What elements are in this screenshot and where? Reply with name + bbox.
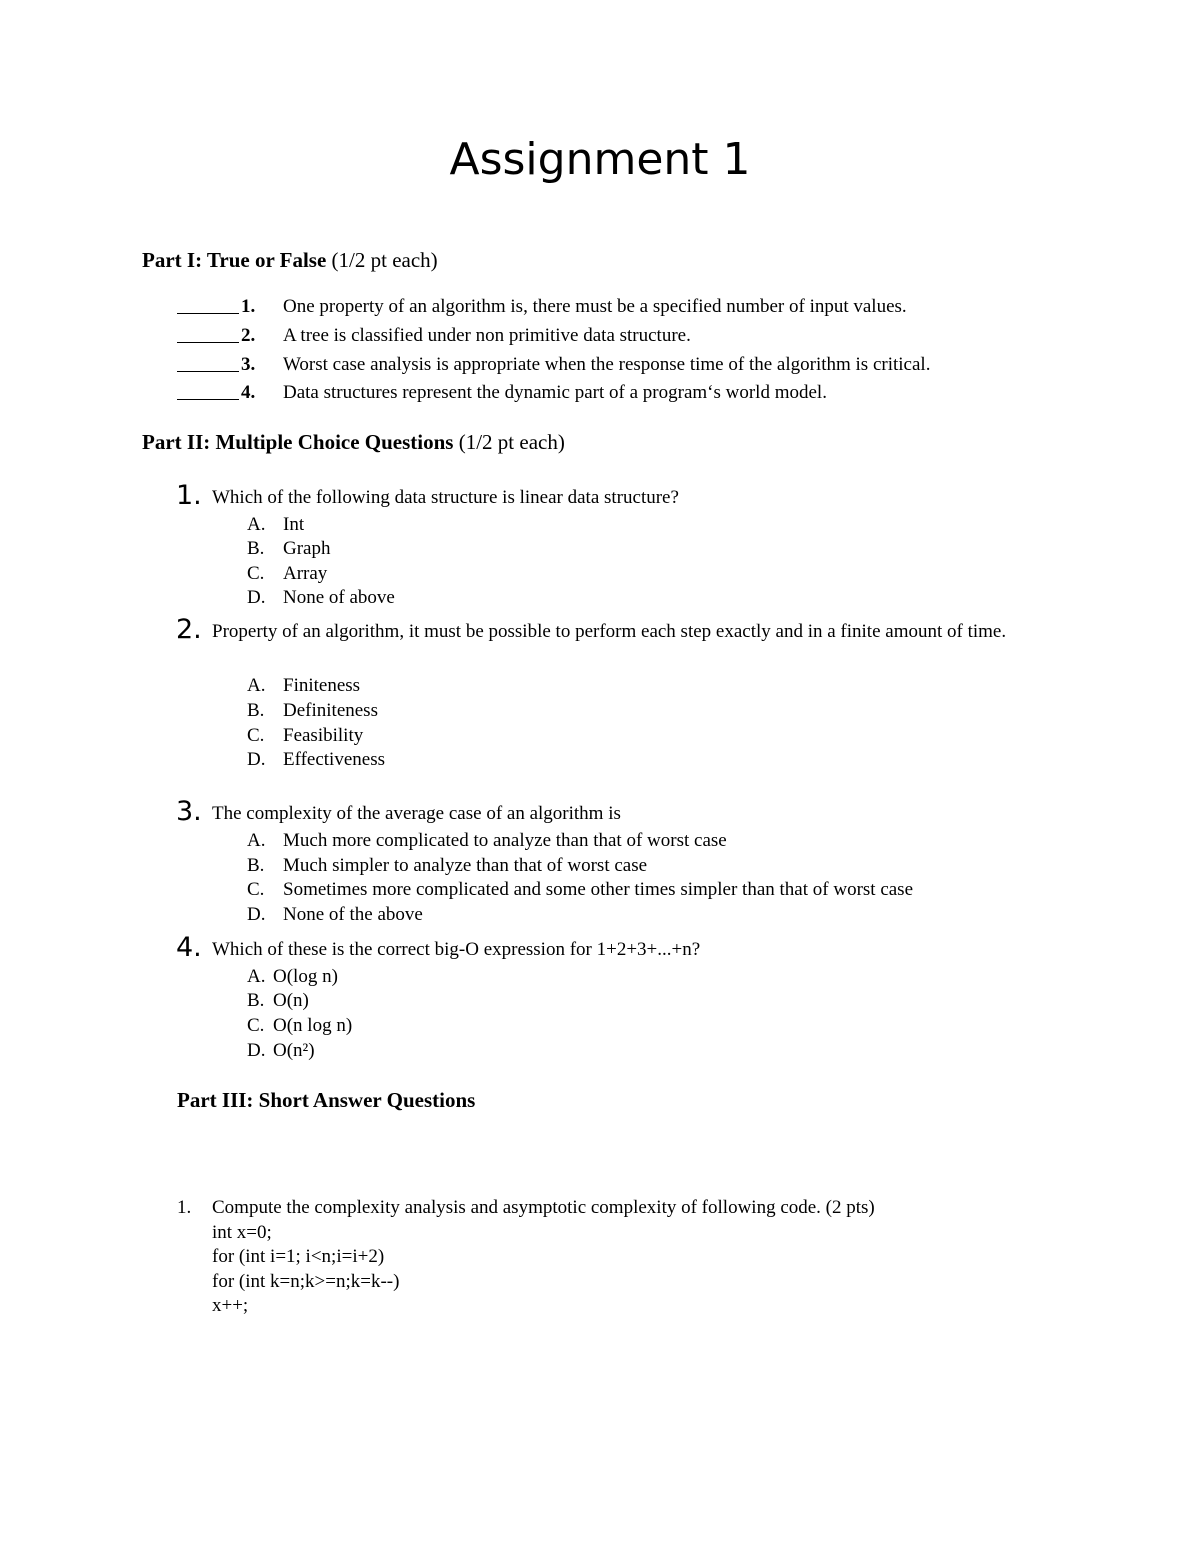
option-letter: A. bbox=[247, 966, 266, 987]
tf-item bbox=[177, 379, 827, 407]
option-letter: A. bbox=[247, 830, 266, 851]
option-letter: B. bbox=[247, 855, 265, 876]
option-letter: D. bbox=[247, 749, 266, 770]
option-text: None of the above bbox=[283, 904, 423, 925]
option-text: O(log n) bbox=[273, 966, 338, 987]
option-text: Array bbox=[283, 563, 328, 584]
option-letter: A. bbox=[247, 514, 266, 535]
part2-label: Part II: Multiple Choice Questions bbox=[142, 430, 454, 454]
option-text: O(n) bbox=[273, 990, 309, 1011]
tf-item-number: 2. bbox=[241, 325, 256, 346]
answer-option[interactable] bbox=[247, 698, 378, 723]
question-text: Compute the complexity analysis and asymptotic complexity of following code. (2 pts) bbox=[212, 1197, 875, 1218]
tf-item-text: One property of an algorithm is, there must be a specified number of input values. bbox=[283, 296, 907, 317]
tf-item-text: Worst case analysis is appropriate when the response time of the algorithm is critical. bbox=[283, 354, 931, 375]
option-letter: C. bbox=[247, 563, 265, 584]
option-letter: D. bbox=[247, 587, 266, 608]
part1-points: (1/2 pt each) bbox=[331, 248, 438, 272]
question-text: Which of the following data structure is linear data structure? bbox=[212, 487, 679, 508]
question-text: Property of an algorithm, it must be possible to perform each step exactly and in a finite amount of time. bbox=[212, 621, 1007, 642]
answer-option[interactable] bbox=[247, 1038, 315, 1063]
short-answer-question bbox=[177, 1195, 875, 1220]
tf-item bbox=[177, 293, 907, 321]
part1-heading bbox=[142, 246, 438, 274]
answer-option[interactable] bbox=[247, 747, 385, 772]
option-text: Much more complicated to analyze than that of worst case bbox=[283, 830, 727, 851]
answer-blank[interactable] bbox=[177, 379, 239, 400]
code-line: for (int k=n;k>=n;k=k--) bbox=[212, 1271, 400, 1292]
answer-option[interactable] bbox=[247, 536, 330, 561]
option-text: O(n log n) bbox=[273, 1015, 353, 1036]
tf-item-text: Data structures represent the dynamic part of a program‘s world model. bbox=[283, 382, 827, 403]
answer-option[interactable] bbox=[247, 561, 327, 586]
answer-option[interactable] bbox=[247, 1013, 352, 1038]
tf-item bbox=[177, 351, 931, 379]
answer-option[interactable] bbox=[247, 723, 363, 748]
answer-blank[interactable] bbox=[177, 351, 239, 372]
option-letter: C. bbox=[247, 879, 265, 900]
answer-option[interactable] bbox=[247, 585, 395, 610]
answer-blank[interactable] bbox=[177, 293, 239, 314]
option-text: O(n²) bbox=[273, 1040, 315, 1061]
tf-item-text: A tree is classified under non primitive data structure. bbox=[283, 325, 691, 346]
option-letter: C. bbox=[247, 1015, 265, 1036]
option-text: Graph bbox=[283, 538, 331, 559]
answer-option[interactable] bbox=[247, 828, 727, 853]
question-number: 1. bbox=[176, 480, 202, 511]
option-text: Sometimes more complicated and some other times simpler than that of worst case bbox=[283, 879, 914, 900]
question-text: Which of these is the correct big-O expression for 1+2+3+...+n? bbox=[212, 939, 701, 960]
part2-points: (1/2 pt each) bbox=[458, 430, 565, 454]
option-letter: D. bbox=[247, 904, 266, 925]
option-text: Much simpler to analyze than that of worst case bbox=[283, 855, 648, 876]
answer-option[interactable] bbox=[247, 902, 423, 927]
option-text: Effectiveness bbox=[283, 749, 385, 770]
question-number: 4. bbox=[176, 932, 202, 963]
option-letter: B. bbox=[247, 990, 265, 1011]
option-text: Int bbox=[283, 514, 305, 535]
part1-label: Part I: True or False bbox=[142, 248, 327, 272]
tf-item-number: 3. bbox=[241, 354, 256, 375]
option-letter: A. bbox=[247, 675, 266, 696]
option-letter: D. bbox=[247, 1040, 266, 1061]
option-text: None of above bbox=[283, 587, 395, 608]
tf-item-number: 1. bbox=[241, 296, 256, 317]
tf-item bbox=[177, 322, 691, 350]
answer-option[interactable] bbox=[247, 853, 647, 878]
code-line: for (int i=1; i<n;i=i+2) bbox=[212, 1246, 385, 1267]
option-text: Finiteness bbox=[283, 675, 361, 696]
option-letter: B. bbox=[247, 538, 265, 559]
part3-heading: Part III: Short Answer Questions bbox=[177, 1088, 476, 1112]
answer-option[interactable] bbox=[247, 512, 304, 537]
question-text: The complexity of the average case of an algorithm is bbox=[212, 803, 621, 824]
option-letter: B. bbox=[247, 700, 265, 721]
answer-option[interactable] bbox=[247, 877, 913, 902]
part2-heading bbox=[142, 428, 565, 456]
question-number: 3. bbox=[176, 796, 202, 827]
code-line: int x=0; bbox=[212, 1222, 272, 1243]
question-number: 1. bbox=[177, 1197, 192, 1218]
option-text: Definiteness bbox=[283, 700, 378, 721]
answer-blank[interactable] bbox=[177, 322, 239, 343]
answer-option[interactable] bbox=[247, 673, 360, 698]
option-letter: C. bbox=[247, 725, 265, 746]
tf-item-number: 4. bbox=[241, 382, 256, 403]
question-number: 2. bbox=[176, 614, 202, 645]
page-title: Assignment 1 bbox=[449, 134, 751, 185]
code-line: x++; bbox=[212, 1295, 249, 1316]
answer-option[interactable] bbox=[247, 964, 338, 989]
answer-option[interactable] bbox=[247, 988, 309, 1013]
option-text: Feasibility bbox=[283, 725, 364, 746]
